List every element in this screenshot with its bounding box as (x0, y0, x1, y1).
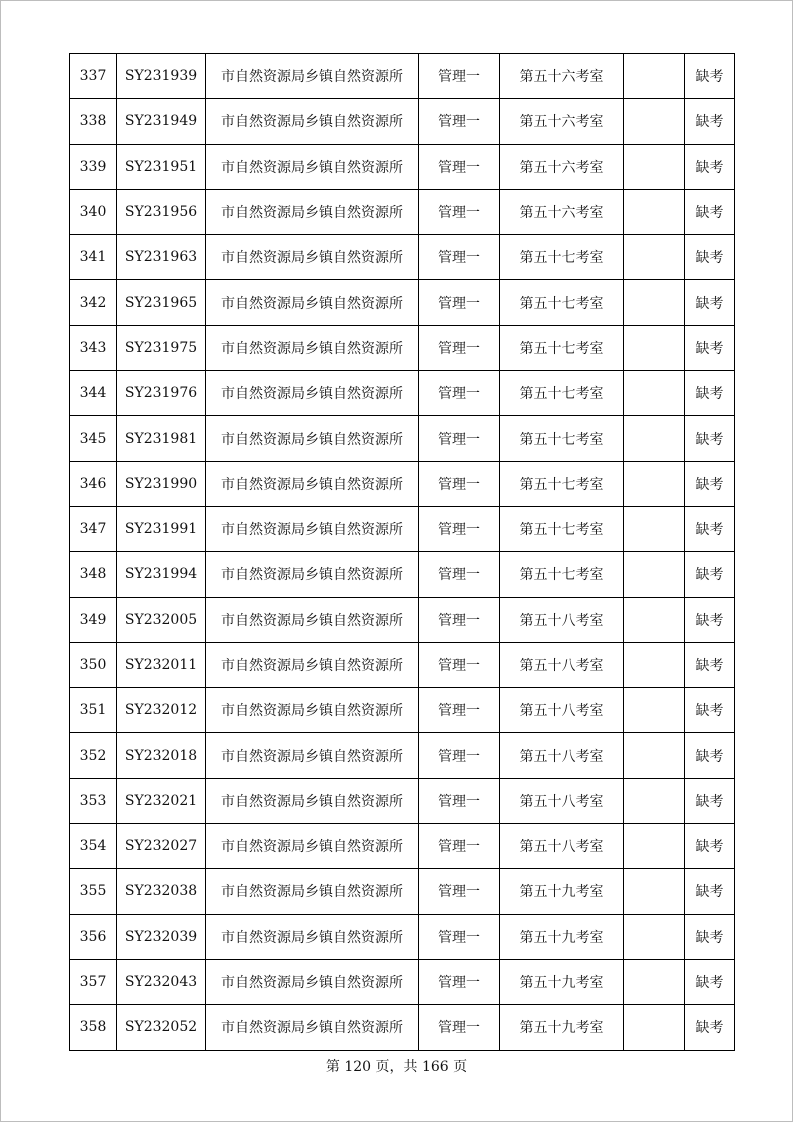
employer-unit-cell: 市自然资源局乡镇自然资源所 (206, 914, 419, 959)
score-cell (624, 733, 685, 778)
employer-unit-cell: 市自然资源局乡镇自然资源所 (206, 688, 419, 733)
table-row (70, 733, 735, 778)
position-cell: 管理一 (419, 552, 500, 597)
exam-room-cell: 第五十八考室 (500, 733, 624, 778)
exam-room-cell: 第五十六考室 (500, 54, 624, 99)
row-number-cell: 345 (70, 416, 117, 461)
score-cell (624, 235, 685, 280)
employer-unit-cell: 市自然资源局乡镇自然资源所 (206, 280, 419, 325)
status-cell: 缺考 (685, 280, 735, 325)
page-number-footer: 第 120 页，共 166 页 (325, 1059, 468, 1075)
employer-unit-cell: 市自然资源局乡镇自然资源所 (206, 325, 419, 370)
table-row (70, 189, 735, 234)
exam-room-cell: 第五十八考室 (500, 824, 624, 869)
score-cell (624, 189, 685, 234)
row-number-cell: 358 (70, 1005, 117, 1050)
status-cell: 缺考 (685, 778, 735, 823)
status-cell: 缺考 (685, 506, 735, 551)
position-cell: 管理一 (419, 461, 500, 506)
table-row (70, 959, 735, 1004)
table-row (70, 325, 735, 370)
table-row (70, 642, 735, 687)
score-cell (624, 688, 685, 733)
status-cell: 缺考 (685, 642, 735, 687)
score-cell (624, 371, 685, 416)
exam-room-cell: 第五十九考室 (500, 1005, 624, 1050)
table-row (70, 461, 735, 506)
row-number-cell: 337 (70, 54, 117, 99)
row-number-cell: 341 (70, 235, 117, 280)
status-cell: 缺考 (685, 54, 735, 99)
candidate-id-cell: SY231956 (117, 189, 206, 234)
employer-unit-cell: 市自然资源局乡镇自然资源所 (206, 371, 419, 416)
exam-room-cell: 第五十六考室 (500, 144, 624, 189)
status-cell: 缺考 (685, 869, 735, 914)
candidate-id-cell: SY232027 (117, 824, 206, 869)
table-row (70, 914, 735, 959)
row-number-cell: 339 (70, 144, 117, 189)
row-number-cell: 343 (70, 325, 117, 370)
candidate-id-cell: SY231963 (117, 235, 206, 280)
score-cell (624, 325, 685, 370)
employer-unit-cell: 市自然资源局乡镇自然资源所 (206, 416, 419, 461)
position-cell: 管理一 (419, 733, 500, 778)
exam-room-cell: 第五十七考室 (500, 280, 624, 325)
table-row (70, 144, 735, 189)
score-cell (624, 778, 685, 823)
exam-room-cell: 第五十八考室 (500, 642, 624, 687)
candidate-id-cell: SY231965 (117, 280, 206, 325)
table-row (70, 506, 735, 551)
status-cell: 缺考 (685, 461, 735, 506)
score-cell (624, 1005, 685, 1050)
candidate-id-cell: SY232018 (117, 733, 206, 778)
position-cell: 管理一 (419, 280, 500, 325)
candidate-id-cell: SY231991 (117, 506, 206, 551)
row-number-cell: 351 (70, 688, 117, 733)
row-number-cell: 357 (70, 959, 117, 1004)
score-cell (624, 914, 685, 959)
position-cell: 管理一 (419, 914, 500, 959)
row-number-cell: 347 (70, 506, 117, 551)
score-cell (624, 959, 685, 1004)
row-number-cell: 353 (70, 778, 117, 823)
employer-unit-cell: 市自然资源局乡镇自然资源所 (206, 778, 419, 823)
employer-unit-cell: 市自然资源局乡镇自然资源所 (206, 461, 419, 506)
row-number-cell: 348 (70, 552, 117, 597)
position-cell: 管理一 (419, 688, 500, 733)
exam-room-cell: 第五十六考室 (500, 99, 624, 144)
exam-room-cell: 第五十九考室 (500, 869, 624, 914)
row-number-cell: 350 (70, 642, 117, 687)
row-number-cell: 356 (70, 914, 117, 959)
position-cell: 管理一 (419, 416, 500, 461)
status-cell: 缺考 (685, 235, 735, 280)
employer-unit-cell: 市自然资源局乡镇自然资源所 (206, 824, 419, 869)
position-cell: 管理一 (419, 1005, 500, 1050)
exam-room-cell: 第五十七考室 (500, 506, 624, 551)
candidate-id-cell: SY231994 (117, 552, 206, 597)
exam-room-cell: 第五十六考室 (500, 189, 624, 234)
status-cell: 缺考 (685, 914, 735, 959)
candidate-id-cell: SY231990 (117, 461, 206, 506)
employer-unit-cell: 市自然资源局乡镇自然资源所 (206, 506, 419, 551)
position-cell: 管理一 (419, 54, 500, 99)
status-cell: 缺考 (685, 371, 735, 416)
table-row (70, 1005, 735, 1050)
candidate-id-cell: SY232039 (117, 914, 206, 959)
status-cell: 缺考 (685, 824, 735, 869)
score-cell (624, 280, 685, 325)
table-row (70, 280, 735, 325)
employer-unit-cell: 市自然资源局乡镇自然资源所 (206, 959, 419, 1004)
position-cell: 管理一 (419, 642, 500, 687)
exam-room-cell: 第五十九考室 (500, 959, 624, 1004)
candidate-id-cell: SY232005 (117, 597, 206, 642)
exam-room-cell: 第五十九考室 (500, 914, 624, 959)
candidate-id-cell: SY231976 (117, 371, 206, 416)
row-number-cell: 342 (70, 280, 117, 325)
candidate-id-cell: SY231975 (117, 325, 206, 370)
candidate-id-cell: SY231939 (117, 54, 206, 99)
candidate-id-cell: SY232011 (117, 642, 206, 687)
employer-unit-cell: 市自然资源局乡镇自然资源所 (206, 235, 419, 280)
status-cell: 缺考 (685, 99, 735, 144)
exam-room-cell: 第五十七考室 (500, 235, 624, 280)
candidate-id-cell: SY232021 (117, 778, 206, 823)
employer-unit-cell: 市自然资源局乡镇自然资源所 (206, 552, 419, 597)
position-cell: 管理一 (419, 235, 500, 280)
exam-room-cell: 第五十七考室 (500, 325, 624, 370)
score-cell (624, 54, 685, 99)
employer-unit-cell: 市自然资源局乡镇自然资源所 (206, 54, 419, 99)
position-cell: 管理一 (419, 189, 500, 234)
position-cell: 管理一 (419, 824, 500, 869)
exam-room-cell: 第五十八考室 (500, 688, 624, 733)
exam-room-cell: 第五十七考室 (500, 416, 624, 461)
row-number-cell: 349 (70, 597, 117, 642)
employer-unit-cell: 市自然资源局乡镇自然资源所 (206, 733, 419, 778)
position-cell: 管理一 (419, 869, 500, 914)
score-cell (624, 144, 685, 189)
position-cell: 管理一 (419, 144, 500, 189)
position-cell: 管理一 (419, 371, 500, 416)
table-row (70, 235, 735, 280)
employer-unit-cell: 市自然资源局乡镇自然资源所 (206, 642, 419, 687)
row-number-cell: 354 (70, 824, 117, 869)
position-cell: 管理一 (419, 597, 500, 642)
status-cell: 缺考 (685, 325, 735, 370)
candidate-id-cell: SY232012 (117, 688, 206, 733)
status-cell: 缺考 (685, 733, 735, 778)
candidate-id-cell: SY231949 (117, 99, 206, 144)
position-cell: 管理一 (419, 99, 500, 144)
employer-unit-cell: 市自然资源局乡镇自然资源所 (206, 99, 419, 144)
results-table-body (70, 54, 735, 1051)
score-cell (624, 869, 685, 914)
employer-unit-cell: 市自然资源局乡镇自然资源所 (206, 189, 419, 234)
table-row (70, 824, 735, 869)
position-cell: 管理一 (419, 959, 500, 1004)
table-row (70, 416, 735, 461)
row-number-cell: 338 (70, 99, 117, 144)
row-number-cell: 344 (70, 371, 117, 416)
candidate-id-cell: SY232038 (117, 869, 206, 914)
score-cell (624, 461, 685, 506)
row-number-cell: 355 (70, 869, 117, 914)
score-cell (624, 642, 685, 687)
row-number-cell: 340 (70, 189, 117, 234)
status-cell: 缺考 (685, 959, 735, 1004)
table-row (70, 371, 735, 416)
status-cell: 缺考 (685, 1005, 735, 1050)
table-row (70, 869, 735, 914)
status-cell: 缺考 (685, 416, 735, 461)
results-table (69, 53, 735, 1051)
score-cell (624, 824, 685, 869)
position-cell: 管理一 (419, 325, 500, 370)
candidate-id-cell: SY231951 (117, 144, 206, 189)
position-cell: 管理一 (419, 506, 500, 551)
status-cell: 缺考 (685, 688, 735, 733)
score-cell (624, 99, 685, 144)
candidate-id-cell: SY231981 (117, 416, 206, 461)
employer-unit-cell: 市自然资源局乡镇自然资源所 (206, 144, 419, 189)
table-row (70, 778, 735, 823)
table-row (70, 597, 735, 642)
table-row (70, 54, 735, 99)
exam-room-cell: 第五十八考室 (500, 778, 624, 823)
table-row (70, 552, 735, 597)
score-cell (624, 552, 685, 597)
position-cell: 管理一 (419, 778, 500, 823)
table-row (70, 99, 735, 144)
table-row (70, 688, 735, 733)
employer-unit-cell: 市自然资源局乡镇自然资源所 (206, 869, 419, 914)
status-cell: 缺考 (685, 597, 735, 642)
status-cell: 缺考 (685, 144, 735, 189)
row-number-cell: 346 (70, 461, 117, 506)
exam-room-cell: 第五十七考室 (500, 461, 624, 506)
row-number-cell: 352 (70, 733, 117, 778)
score-cell (624, 506, 685, 551)
candidate-id-cell: SY232052 (117, 1005, 206, 1050)
employer-unit-cell: 市自然资源局乡镇自然资源所 (206, 597, 419, 642)
status-cell: 缺考 (685, 552, 735, 597)
status-cell: 缺考 (685, 189, 735, 234)
exam-room-cell: 第五十七考室 (500, 552, 624, 597)
exam-room-cell: 第五十八考室 (500, 597, 624, 642)
score-cell (624, 416, 685, 461)
exam-room-cell: 第五十七考室 (500, 371, 624, 416)
employer-unit-cell: 市自然资源局乡镇自然资源所 (206, 1005, 419, 1050)
candidate-id-cell: SY232043 (117, 959, 206, 1004)
score-cell (624, 597, 685, 642)
